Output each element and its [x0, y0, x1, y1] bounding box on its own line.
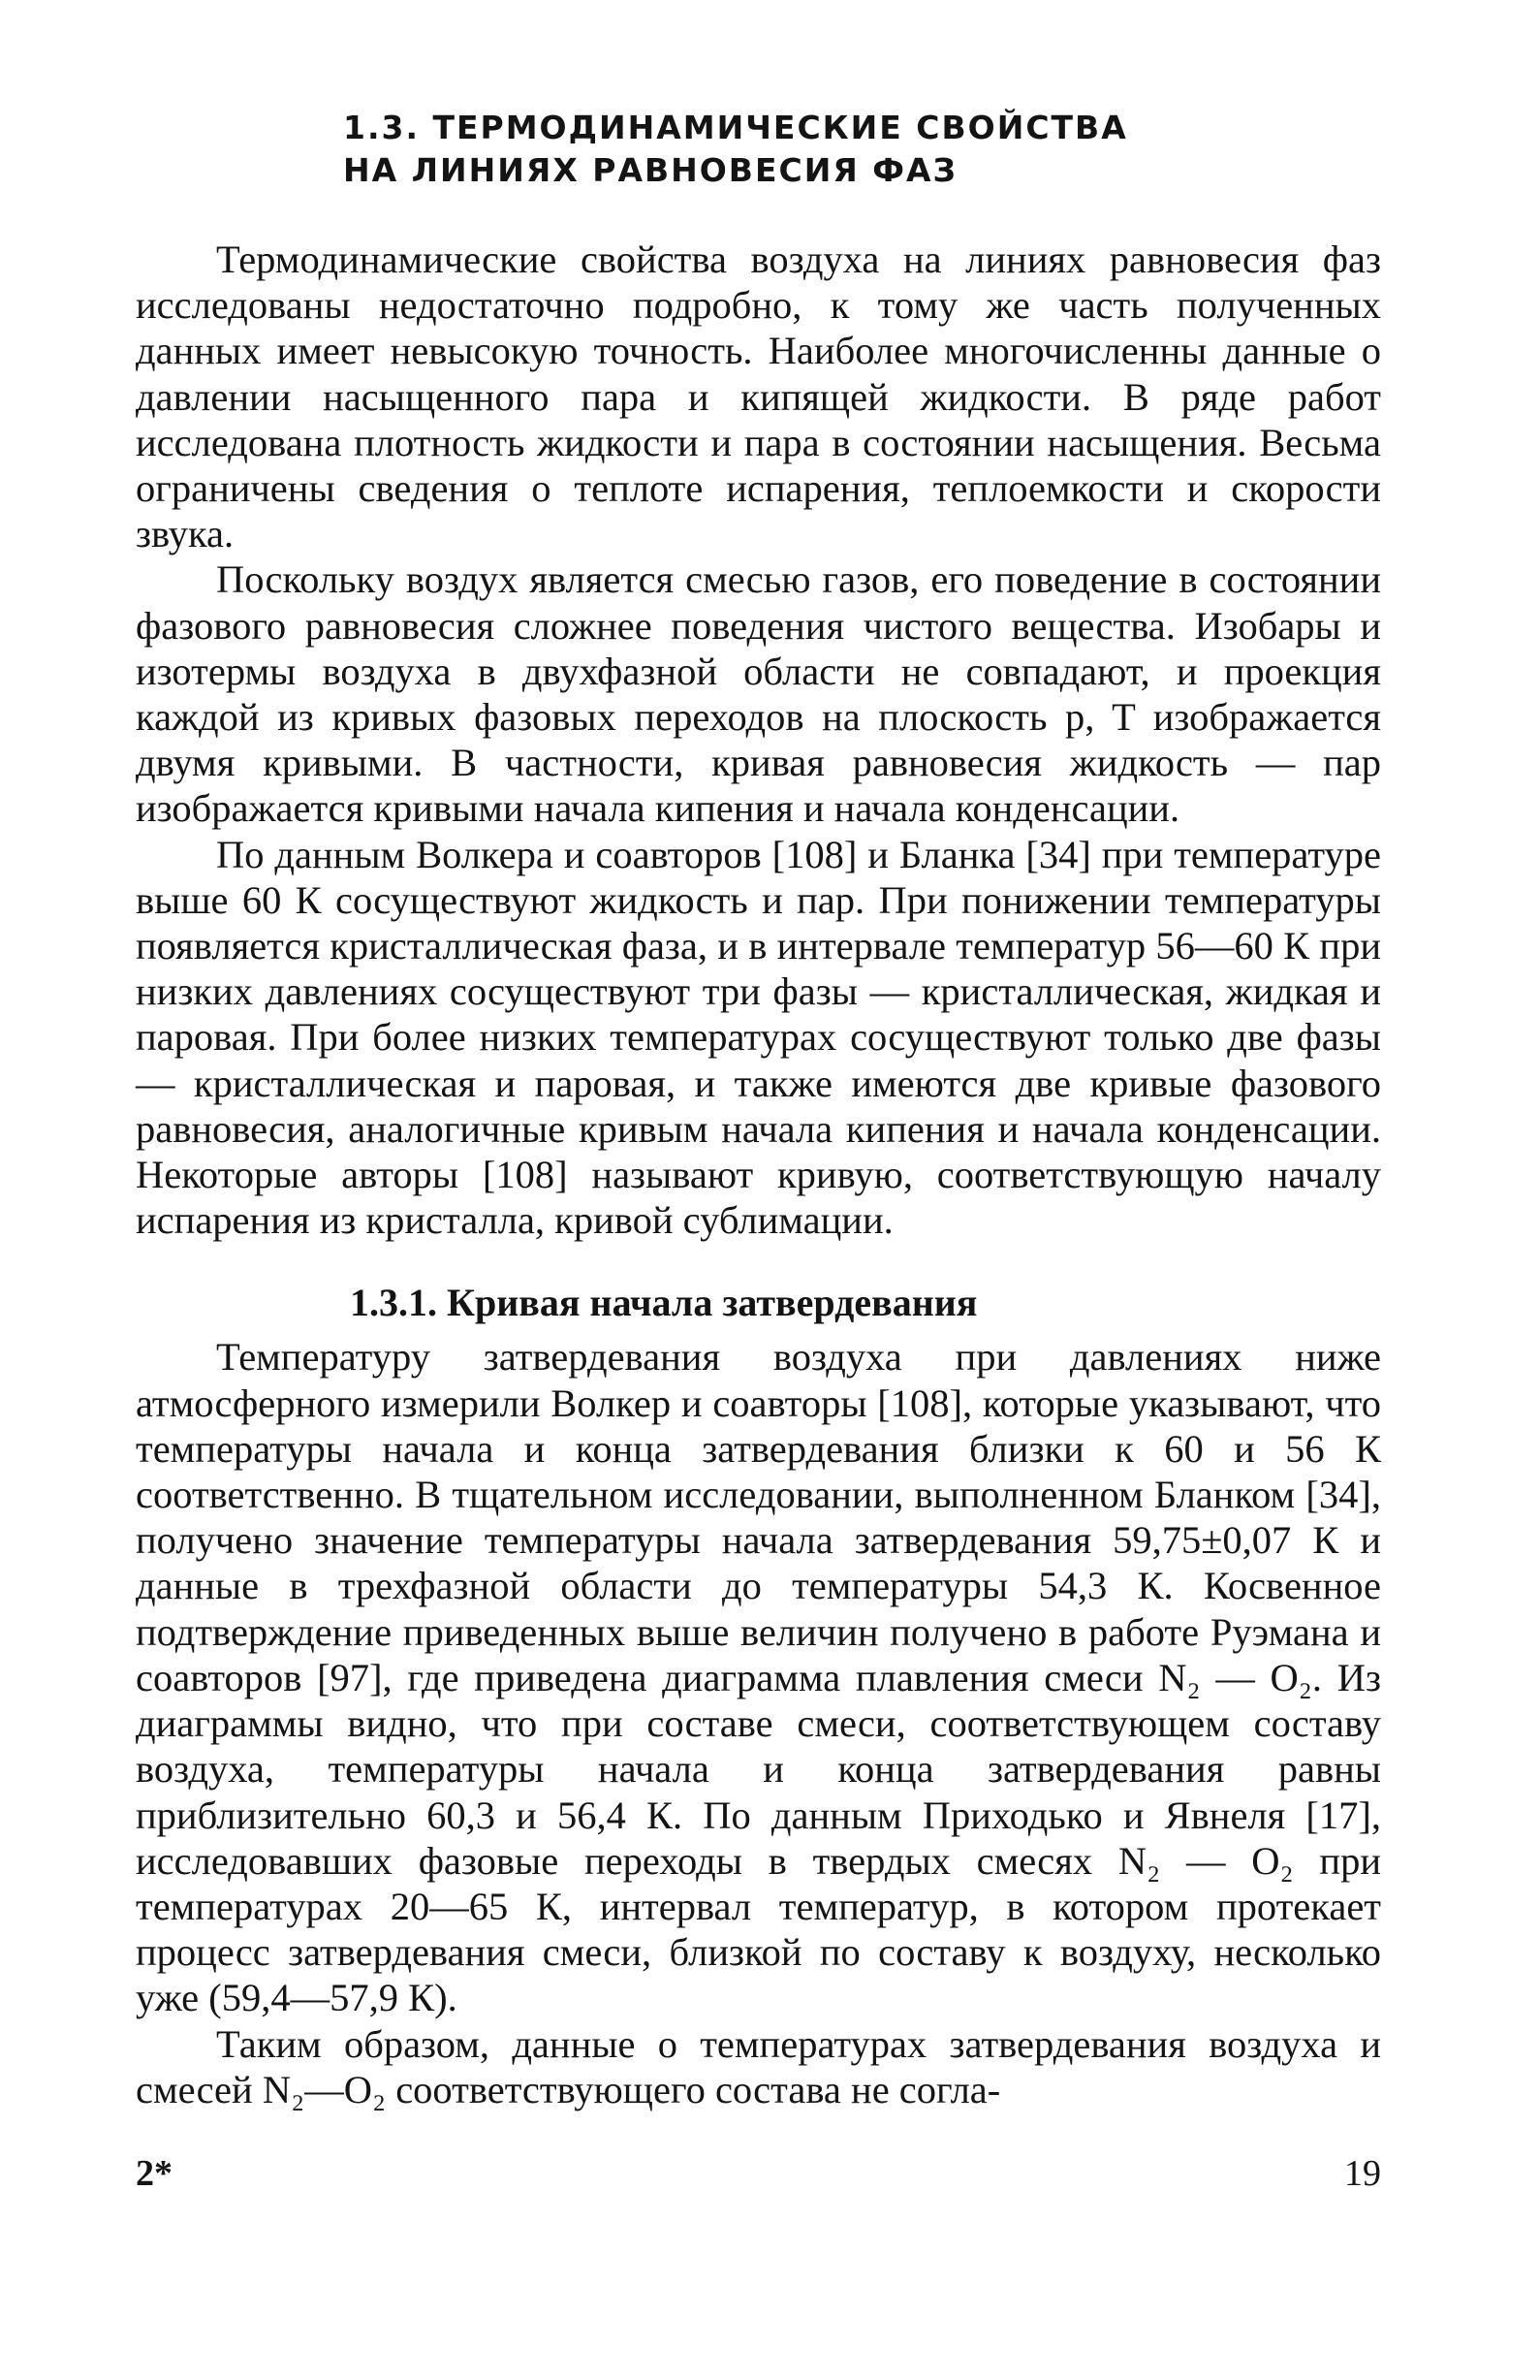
paragraph: По данным Волкера и соавторов [108] и Бланка [34] при температуре выше 60 К сосуществуют жидкость и пар. При понижении температуры появляется кристаллическая фаза, и в интервале температур 56—60 К при низких давлениях сосуществуют три фазы — кристаллическая, жидкая и паровая. При более низких температурах сосуществуют только две фазы — кристаллическая и паровая, и также имеются две кривые фазового равновесия, аналогичные кривым начала кипения и начала конденсации. Некоторые авторы [108] называют кривую, соответствующую началу испарения из кристалла, кривой сублимации.	[136, 832, 1381, 1243]
page-number: 19	[1344, 2153, 1381, 2194]
section-body	[136, 237, 1381, 1243]
section-title-line-2: НА ЛИНИЯХ РАВНОВЕСИЯ ФАЗ	[343, 151, 958, 189]
signature-mark: 2*	[136, 2153, 173, 2194]
page-footer	[136, 2152, 1381, 2201]
paragraph: Поскольку воздух является смесью газов, его поведение в состоянии фазового равновесия сложнее поведения чистого вещества. Изобары и изотермы воздуха в двухфазной области не совпадают, и проекция каждой из кривых фазовых переходов на плоскость p, T изображается двумя кривыми. В частности, кривая равновесия жидкость — пар изображается кривыми начала кипения и начала конденсации.	[136, 557, 1381, 831]
page-content	[136, 107, 1381, 2112]
paragraph: Температуру затвердевания воздуха при давлениях ниже атмосферного измерили Волкер и соавторы [108], которые указывают, что температуры начала и конца затвердевания близки к 60 и 56 К соответственно. В тщательном исследовании, выполненном Бланком [34], получено значение температуры начала затвердевания 59,75±0,07 К и данные в трехфазной области до температуры 54,3 К. Косвенное подтверждение приведенных выше величин получено в работе Руэмана и соавторов [97], где приведена диаграмма плавления смеси N₂ — O₂. Из диаграммы видно, что при составе смеси, соответствующем составу воздуха, температуры начала и конца затвердевания равны приблизительно 60,3 и 56,4 К. По данным Приходько и Явнеля [17], исследовавших фазовые переходы в твердых смесях N₂ — O₂ при температурах 20—65 К, интервал температур, в котором протекает процесс затвердевания смеси, близкой по составу к воздуху, несколько уже (59,4—57,9 К).	[136, 1335, 1381, 2020]
subsection-body	[136, 1334, 1381, 2111]
subsection-title: 1.3.1. Кривая начала затвердевания	[350, 1281, 978, 1325]
paragraph: Таким образом, данные о температурах затвердевания воздуха и смесей N₂—O₂ соответствующего состава не согла-	[136, 2021, 1381, 2111]
paragraph: Термодинамические свойства воздуха на линиях равновесия фаз исследованы недостаточно подробно, к тому же часть полученных данных имеет невысокую точность. Наиболее многочисленны данные о давлении насыщенного пара и кипящей жидкости. В ряде работ исследована плотность жидкости и пара в состоянии насыщения. Весьма ограничены сведения о теплоте испарения, теплоемкости и скорости звука.	[136, 238, 1381, 556]
section-title-line-1: 1.3. ТЕРМОДИНАМИЧЕСКИЕ СВОЙСТВА	[343, 109, 1128, 146]
section-title	[343, 107, 1381, 192]
